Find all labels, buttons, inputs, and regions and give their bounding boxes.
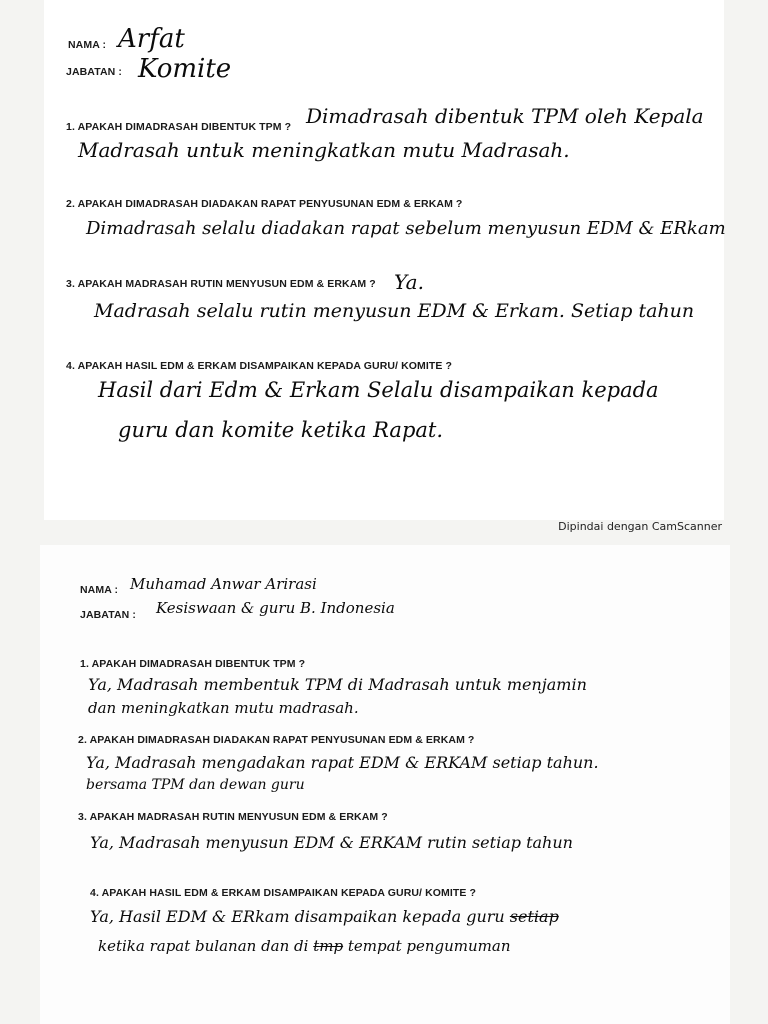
question-2: 2. APAKAH DIMADRASAH DIADAKAN RAPAT PENYUSUNAN EDM & ERKAM ? — [78, 734, 475, 746]
answer-4-line-2-text: ketika rapat bulanan dan di — [98, 937, 309, 955]
answer-4-strikethrough-2: tmp — [313, 937, 344, 955]
question-4: 4. APAKAH HASIL EDM & ERKAM DISAMPAIKAN KEPADA GURU/ KOMITE ? — [66, 360, 453, 372]
jabatan-value: Kesiswaan & guru B. Indonesia — [156, 599, 395, 617]
camscanner-footer: Dipindai dengan CamScanner — [558, 520, 722, 533]
answer-1-line-1: Dimadrasah dibentuk TPM oleh Kepala — [306, 104, 704, 128]
jabatan-value: Komite — [138, 54, 232, 84]
question-1: 1. APAKAH DIMADRASAH DIBENTUK TPM ? — [66, 121, 292, 133]
nama-label: NAMA : — [80, 584, 119, 596]
question-2: 2. APAKAH DIMADRASAH DIADAKAN RAPAT PENYUSUNAN EDM & ERKAM ? — [66, 198, 463, 210]
answer-4-line-1 — [90, 907, 559, 926]
scanned-page-1 — [44, 0, 724, 520]
answer-4-line-1-text: Ya, Hasil EDM & ERkam disampaikan kepada guru — [90, 907, 505, 926]
answer-3-line-1: Ya, Madrasah menyusun EDM & ERKAM rutin setiap tahun — [90, 833, 573, 852]
question-3: 3. APAKAH MADRASAH RUTIN MENYUSUN EDM & ERKAM ? — [66, 278, 376, 290]
answer-1-line-2: Madrasah untuk meningkatkan mutu Madrasah. — [78, 138, 570, 162]
nama-value: Muhamad Anwar Arirasi — [130, 575, 317, 593]
question-3: 3. APAKAH MADRASAH RUTIN MENYUSUN EDM & ERKAM ? — [78, 811, 388, 823]
nama-label: NAMA : — [68, 39, 107, 51]
jabatan-label: JABATAN : — [66, 66, 122, 78]
scanned-page-2 — [40, 545, 730, 1024]
answer-4-strikethrough-1: setiap — [509, 907, 559, 926]
answer-2-line-2: bersama TPM dan dewan guru — [86, 777, 305, 793]
answer-1-line-1: Ya, Madrasah membentuk TPM di Madrasah untuk menjamin — [88, 675, 587, 694]
question-1: 1. APAKAH DIMADRASAH DIBENTUK TPM ? — [80, 658, 306, 670]
answer-4-line-2: guru dan komite ketika Rapat. — [118, 418, 444, 442]
answer-4-line-2 — [98, 937, 510, 955]
answer-4-line-1: Hasil dari Edm & Erkam Selalu disampaikan kepada — [98, 378, 659, 402]
answer-2-line-1: Dimadrasah selalu diadakan rapat sebelum menyusun EDM & ERkam — [86, 218, 726, 239]
answer-3-inline: Ya. — [394, 270, 424, 294]
answer-1-line-2: dan meningkatkan mutu madrasah. — [88, 699, 359, 717]
answer-4-line-2-end: tempat pengumuman — [347, 937, 511, 955]
question-4: 4. APAKAH HASIL EDM & ERKAM DISAMPAIKAN KEPADA GURU/ KOMITE ? — [90, 887, 477, 899]
answer-3-line-1: Madrasah selalu rutin menyusun EDM & Erkam. Setiap tahun — [94, 300, 695, 322]
answer-2-line-1: Ya, Madrasah mengadakan rapat EDM & ERKAM setiap tahun. — [86, 753, 599, 772]
nama-value: Arfat — [118, 24, 185, 54]
jabatan-label: JABATAN : — [80, 609, 136, 621]
